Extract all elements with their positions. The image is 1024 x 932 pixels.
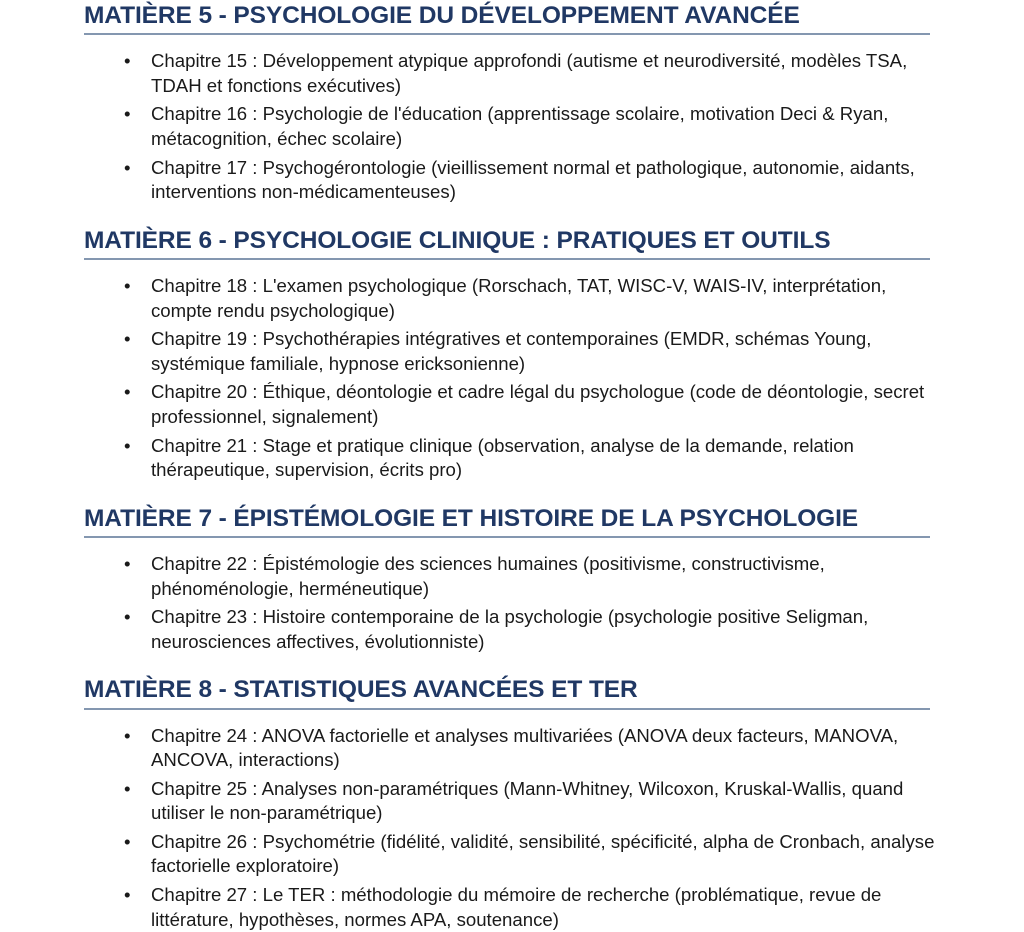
list-item-label: Chapitre 16 : Psychologie de l'éducation (apprentissage scolaire, motivation Deci & Ryan, métacognition, échec scolaire) <box>151 102 935 151</box>
list-item-label: Chapitre 20 : Éthique, déontologie et cadre légal du psychologue (code de déontologie, secret professionnel, signalement) <box>151 380 935 429</box>
list-item-label: Chapitre 15 : Développement atypique approfondi (autisme et neurodiversité, modèles TSA, TDAH et fonctions exécutives) <box>151 49 935 98</box>
list-item-label: Chapitre 19 : Psychothérapies intégratives et contemporaines (EMDR, schémas Young, systémique familiale, hypnose ericksonienne) <box>151 327 935 376</box>
section-heading: MATIÈRE 8 - STATISTIQUES AVANCÉES ET TER <box>84 677 930 709</box>
bullet-icon: • <box>124 156 131 181</box>
bullet-icon: • <box>124 777 131 802</box>
section-matiere-5 <box>0 0 1024 205</box>
chapter-list <box>0 49 1024 205</box>
list-item <box>0 434 935 483</box>
list-item <box>0 605 935 654</box>
section-matiere-6 <box>0 228 1024 483</box>
list-item <box>0 49 935 98</box>
list-item-label: Chapitre 22 : Épistémologie des sciences humaines (positivisme, constructivisme, phénoménologie, herméneutique) <box>151 552 935 601</box>
chapter-list <box>0 274 1024 483</box>
list-item-label: Chapitre 17 : Psychogérontologie (vieillissement normal et pathologique, autonomie, aidants, interventions non-médicamenteuses) <box>151 156 935 205</box>
bullet-icon: • <box>124 327 131 352</box>
section-heading: MATIÈRE 6 - PSYCHOLOGIE CLINIQUE : PRATIQUES ET OUTILS <box>84 228 930 260</box>
chapter-list <box>0 724 1024 932</box>
section-matiere-7 <box>0 506 1024 655</box>
bullet-icon: • <box>124 830 131 855</box>
list-item <box>0 724 935 773</box>
section-heading: MATIÈRE 5 - PSYCHOLOGIE DU DÉVELOPPEMENT AVANCÉE <box>84 3 930 35</box>
bullet-icon: • <box>124 434 131 459</box>
list-item <box>0 274 935 323</box>
list-item-label: Chapitre 24 : ANOVA factorielle et analyses multivariées (ANOVA deux facteurs, MANOVA, ANCOVA, interactions) <box>151 724 935 773</box>
list-item <box>0 883 935 932</box>
list-item-label: Chapitre 26 : Psychométrie (fidélité, validité, sensibilité, spécificité, alpha de Cronbach, analyse factorielle exploratoire) <box>151 830 935 879</box>
chapter-list <box>0 552 1024 654</box>
bullet-icon: • <box>124 102 131 127</box>
bullet-icon: • <box>124 724 131 749</box>
bullet-icon: • <box>124 552 131 577</box>
section-matiere-8 <box>0 677 1024 932</box>
bullet-icon: • <box>124 380 131 405</box>
list-item-label: Chapitre 23 : Histoire contemporaine de la psychologie (psychologie positive Seligman, neurosciences affectives, évolutionniste) <box>151 605 935 654</box>
list-item <box>0 380 935 429</box>
list-item-label: Chapitre 27 : Le TER : méthodologie du mémoire de recherche (problématique, revue de littérature, hypothèses, normes APA, soutenance) <box>151 883 935 932</box>
list-item-label: Chapitre 18 : L'examen psychologique (Rorschach, TAT, WISC-V, WAIS-IV, interprétation, compte rendu psychologique) <box>151 274 935 323</box>
list-item-label: Chapitre 21 : Stage et pratique clinique (observation, analyse de la demande, relation thérapeutique, supervision, écrits pro) <box>151 434 935 483</box>
bullet-icon: • <box>124 274 131 299</box>
list-item-label: Chapitre 25 : Analyses non-paramétriques (Mann-Whitney, Wilcoxon, Kruskal-Wallis, quand utiliser le non-paramétrique) <box>151 777 935 826</box>
bullet-icon: • <box>124 49 131 74</box>
list-item <box>0 830 935 879</box>
list-item <box>0 102 935 151</box>
list-item <box>0 777 935 826</box>
list-item <box>0 156 935 205</box>
section-heading: MATIÈRE 7 - ÉPISTÉMOLOGIE ET HISTOIRE DE LA PSYCHOLOGIE <box>84 506 930 538</box>
list-item <box>0 327 935 376</box>
list-item <box>0 552 935 601</box>
bullet-icon: • <box>124 883 131 908</box>
bullet-icon: • <box>124 605 131 630</box>
